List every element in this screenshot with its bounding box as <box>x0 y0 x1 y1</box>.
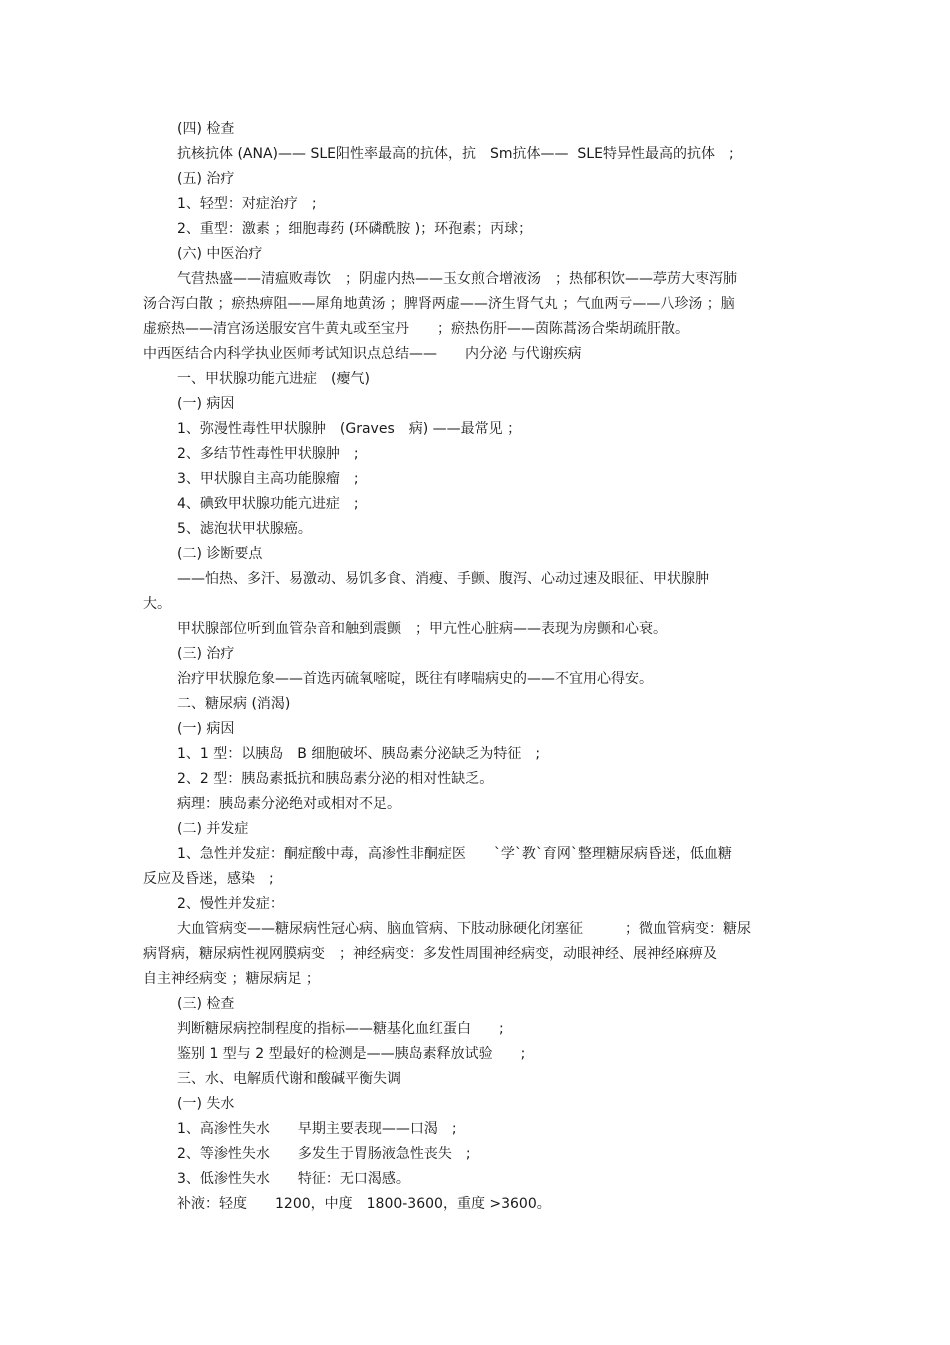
text-pathology: 病理：胰岛素分泌绝对或相对不足。 <box>177 796 401 812</box>
text-severe-type: 2、重型：激素 ；细胞毒药 (环磷酰胺 )；环孢素；丙球； <box>177 221 533 237</box>
heading-treatment-hyper: (三) 治疗 <box>177 646 235 662</box>
text-etiology-1-2: 2、多结节性毒性甲状腺肿 ; <box>177 446 359 462</box>
heading-complications: (二) 并发症 <box>177 821 249 837</box>
heading-tcm-treatment: (六) 中医治疗 <box>177 246 263 262</box>
text-etiology-1-3: 3、甲状腺自主高功能腺瘤 ; <box>177 471 359 487</box>
heading-diagnosis: (二) 诊断要点 <box>177 546 263 562</box>
heading-treatment-sle: (五) 治疗 <box>177 171 235 187</box>
heading-etiology-2: (一) 病因 <box>177 721 235 737</box>
text-type1: 1、1 型：以胰岛 B 细胞破坏、胰岛素分泌缺乏为特征 ; <box>177 746 541 762</box>
text-hba1c: 判断糖尿病控制程度的指标——糖基化血红蛋白 ; <box>177 1021 504 1037</box>
text-etiology-1-4: 4、碘致甲状腺功能亢进症 ; <box>177 496 359 512</box>
text-vascular-1: 大血管病变——糖尿病性冠心病、脑血管病、下肢动脉硬化闭塞征 ；微血管病变：糖尿 <box>177 921 751 937</box>
text-diagnosis-2: 甲状腺部位听到血管杂音和触到震颤 ；甲亢性心脏病——表现为房颤和心衰。 <box>177 621 667 637</box>
text-hypotonic: 3、低渗性失水 特征：无口渴感。 <box>177 1171 410 1187</box>
text-mild-type: 1、轻型：对症治疗 ; <box>177 196 317 212</box>
text-fluid-replacement: 补液：轻度 1200，中度 1800-3600，重度 >3600。 <box>177 1196 551 1212</box>
text-tcm-line-3: 虚瘀热——清宫汤送服安宫牛黄丸或至宝丹 ；瘀热伤肝——茵陈蒿汤合柴胡疏肝散。 <box>143 321 689 337</box>
text-type2: 2、2 型：胰岛素抵抗和胰岛素分泌的相对性缺乏。 <box>177 771 494 787</box>
text-diagnosis-1-cont: 大。 <box>143 596 171 612</box>
heading-exam-sle: (四) 检查 <box>177 121 235 137</box>
heading-dehydration: (一) 失水 <box>177 1096 235 1112</box>
heading-diabetes: 二、糖尿病 (消渴) <box>177 696 291 712</box>
text-acute-complications-cont: 反应及昏迷，感染 ; <box>143 871 274 887</box>
text-vascular-3: 自主神经病变 ；糖尿病足 ； <box>143 971 320 987</box>
text-ana-antibody: 抗核抗体 (ANA)—— SLE阳性率最高的抗体，抗 Sm抗体—— SLE特异性最高的抗体 ; <box>177 146 734 162</box>
text-acute-complications: 1、急性并发症：酮症酸中毒，高渗性非酮症医 `学`教`育网`整理糖尿病昏迷，低血糖 <box>177 846 732 862</box>
text-chronic-complications: 2、慢性并发症： <box>177 896 284 912</box>
section-title-endocrine: 中西医结合内科学执业医师考试知识点总结—— 内分泌 与代谢疾病 <box>143 346 582 362</box>
heading-etiology-1: (一) 病因 <box>177 396 235 412</box>
heading-water-electrolyte: 三、水、电解质代谢和酸碱平衡失调 <box>177 1071 401 1087</box>
text-tcm-line-1: 气营热盛——清瘟败毒饮 ；阴虚内热——玉女煎合增液汤 ；热郁积饮——葶苈大枣泻肺 <box>177 271 737 287</box>
text-isotonic: 2、等渗性失水 多发生于胃肠液急性丧失 ; <box>177 1146 471 1162</box>
text-insulin-release: 鉴别 1 型与 2 型最好的检测是——胰岛素释放试验 ; <box>177 1046 526 1062</box>
text-diagnosis-1: ——怕热、多汗、易激动、易饥多食、消瘦、手颤、腹泻、心动过速及眼征、甲状腺肿 <box>177 571 709 587</box>
text-vascular-2: 病肾病，糖尿病性视网膜病变 ；神经病变：多发性周围神经病变，动眼神经、展神经麻痹及 <box>143 946 717 962</box>
text-etiology-1-1: 1、弥漫性毒性甲状腺肿 (Graves 病) ——最常见 ； <box>177 421 522 437</box>
text-hypertonic: 1、高渗性失水 早期主要表现——口渴 ; <box>177 1121 457 1137</box>
text-thyroid-crisis: 治疗甲状腺危象——首选丙硫氧嘧啶，既往有哮喘病史的——不宜用心得安。 <box>177 671 653 687</box>
heading-exam-dm: (三) 检查 <box>177 996 235 1012</box>
text-tcm-line-2: 汤合泻白散 ；瘀热痹阻——犀角地黄汤 ；脾肾两虚——济生肾气丸 ；气血两亏——八珍汤 ；脑 <box>143 296 735 312</box>
text-etiology-1-5: 5、滤泡状甲状腺癌。 <box>177 521 312 537</box>
heading-hyperthyroidism: 一、甲状腺功能亢进症 (瘿气) <box>177 371 370 387</box>
